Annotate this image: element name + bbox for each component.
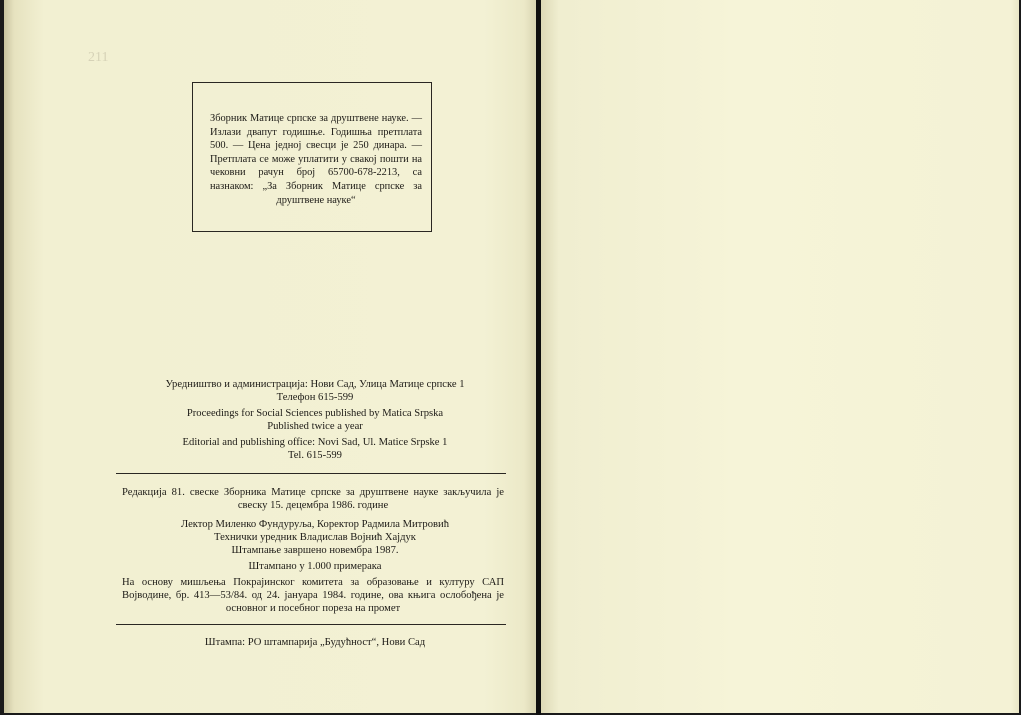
office-sr-line1: Уредништво и администрација: Нови Сад, Улица Матице српске 1: [165, 379, 465, 390]
tax-note: На основу мишљења Покрајинског комитета за образовање и културу САП Војводине, бр. 413—53/84. од 24. јануара 1984. године, ова књига ослобођена је основног и посебног пореза на промет: [122, 577, 504, 615]
staff-line1: Лектор Миленко Фундуруља, Коректор Радмила Митровић: [180, 519, 449, 530]
staff-line2: Технички уредник Владислав Војнић Хајдук: [214, 532, 416, 544]
printer-imprint: Штампа: РО штампарија „Будућност“, Нови Сад: [204, 637, 426, 648]
office-sr-line2: Телефон 615-599: [276, 392, 354, 404]
staff-line3: Штампање завршено новембра 1987.: [231, 545, 399, 557]
office-en-line1: Editorial and publishing office: Novi Sad, Ul. Matice Srpske 1: [182, 437, 448, 448]
right-page-blank: [541, 0, 1019, 713]
editorial-note: Редакција 81. свеске Зборника Матице српске за друштвене науке закључила је свеску 15. децембра 1986. године: [122, 487, 504, 512]
staff-credits: [120, 518, 510, 558]
divider-top: [116, 473, 506, 474]
print-run: Штампано у 1.000 примерака: [248, 561, 382, 572]
proceedings-english: [120, 407, 510, 433]
bleed-through-page-number: 211: [88, 50, 109, 65]
proceedings-line2: Published twice a year: [267, 421, 363, 433]
divider-bottom: [116, 624, 506, 625]
office-english: [120, 436, 510, 462]
subscription-text: Зборник Матице српске за друштвене науке. — Излази двапут годишње. Годишња претплата 500. — Цена једној свесци је 250 динара. — Претплата се може уплатити у свакој пошти на чековни рачун број 65700-678-2213, са назнаком: „За Зборник Матице српске за друштвене науке“: [210, 113, 422, 206]
office-serbian: [120, 378, 510, 404]
proceedings-line1: Proceedings for Social Sciences published by Matica Srpska: [186, 408, 444, 419]
office-en-line2: Tel. 615-599: [288, 450, 342, 462]
